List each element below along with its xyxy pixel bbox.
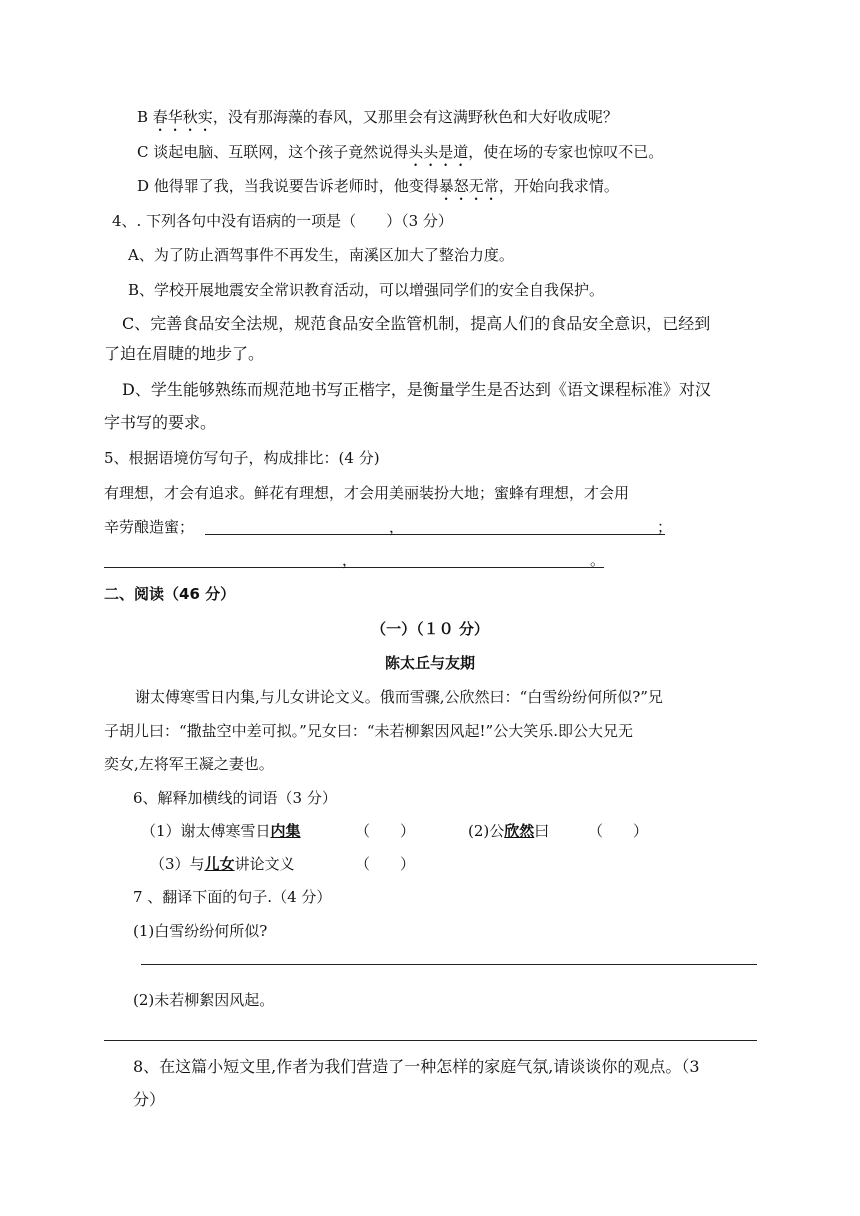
q6-item-1-pre: （1）谢太傅寒雪日 bbox=[141, 822, 271, 840]
q4-option-c-line1: C、完善食品安全法规，规范食品安全监管机制，提高人们的食品安全意识，已经到 bbox=[122, 314, 711, 333]
q6-item-1 bbox=[141, 820, 301, 842]
q3-option-c-post: ，使在场的专家也惊叹不已。 bbox=[468, 143, 664, 161]
q5-semicolon: ； bbox=[657, 518, 673, 536]
q6-item-3-word: 儿女 bbox=[204, 855, 235, 873]
part-1-heading: （一）（１０ 分） bbox=[371, 620, 489, 638]
q6-item-2 bbox=[468, 820, 549, 842]
q6-item-2-blank[interactable]: （ ） bbox=[588, 822, 649, 840]
section-2-heading: 二、阅读（46 分） bbox=[104, 585, 236, 603]
q3-option-d-dotted: 暴怒无常 bbox=[438, 177, 499, 195]
q4-option-b: B、学校开展地震安全常识教育活动，可以增强同学们的安全自我保护。 bbox=[128, 281, 605, 299]
q5-example: 有理想，才会有追求。鲜花有理想，才会用美丽装扮大地；蜜蜂有理想，才会用 bbox=[104, 484, 630, 502]
q7-answer-line-2[interactable] bbox=[104, 1040, 757, 1041]
q3-option-b bbox=[137, 106, 618, 135]
q3-option-b-dotted: 春华秋实 bbox=[152, 108, 213, 126]
q6-item-2-word: 欣然 bbox=[504, 822, 535, 840]
q7-sentence-2: (2)未若柳絮因风起。 bbox=[133, 991, 275, 1009]
q5-answer-prefix: 辛劳酿造蜜； bbox=[104, 518, 195, 536]
q4-stem: 4、. 下列各句中没有语病的一项是（ ）（3 分） bbox=[112, 212, 453, 230]
q5-comma-1: ， bbox=[389, 518, 405, 536]
q3-option-b-pre: B bbox=[137, 108, 153, 126]
passage-line-3: 奕女,左将军王凝之妻也。 bbox=[104, 755, 274, 773]
q5-period: 。 bbox=[590, 551, 606, 569]
q3-option-b-post: ，没有那海藻的春风，又那里会有这满野秋色和大好收成呢？ bbox=[212, 108, 618, 126]
q6-item-1-blank[interactable]: （ ） bbox=[355, 822, 416, 840]
q6-item-2-post: 曰 bbox=[534, 822, 550, 840]
q4-option-c-line2: 了迫在眉睫的地步了。 bbox=[104, 344, 265, 363]
q3-option-d-post: ，开始向我求情。 bbox=[498, 177, 619, 195]
q6-item-3-blank[interactable]: （ ） bbox=[355, 855, 416, 873]
q7-sentence-1: (1)白雪纷纷何所似? bbox=[133, 922, 268, 940]
q4-option-d-line2: 字书写的要求。 bbox=[104, 413, 217, 432]
q6-item-1-word: 内集 bbox=[270, 822, 301, 840]
q6-stem: 6、解释加横线的词语（3 分） bbox=[133, 789, 337, 807]
q6-item-3-post: 讲论文义 bbox=[234, 855, 295, 873]
q3-option-c bbox=[137, 141, 663, 170]
q4-option-d-line1: D、学生能够熟练而规范地书写正楷字，是衡量学生是否达到《语文课程标准》对汉 bbox=[122, 380, 711, 399]
q5-stem: 5、根据语境仿写句子，构成排比：(4 分) bbox=[104, 449, 380, 467]
q3-option-c-dotted: 头头是道 bbox=[408, 143, 469, 161]
q7-answer-line-1[interactable] bbox=[141, 964, 757, 965]
q4-option-a: A、为了防止酒驾事件不再发生，南溪区加大了整治力度。 bbox=[128, 246, 514, 264]
q6-item-3-pre: （3）与 bbox=[150, 855, 205, 873]
q8-line-2: 分） bbox=[133, 1090, 166, 1109]
passage-title: 陈太丘与友期 bbox=[384, 654, 475, 672]
q5-answer-line-1[interactable] bbox=[205, 534, 665, 535]
q3-option-c-pre: C 谈起电脑、互联网，这个孩子竟然说得 bbox=[137, 143, 409, 161]
q7-stem: 7 、翻译下面的句子.（4 分） bbox=[133, 888, 332, 906]
q3-option-d bbox=[137, 175, 619, 204]
passage-line-1: 谢太傅寒雪日内集,与儿女讲论文义。俄而雪骤,公欣然曰：“白雪纷纷何所似?”兄 bbox=[135, 688, 663, 706]
q3-option-d-pre: D 他得罪了我，当我说要告诉老师时，他变得 bbox=[137, 177, 439, 195]
q5-comma-2: ， bbox=[342, 551, 358, 569]
q6-item-3 bbox=[150, 853, 295, 875]
passage-line-2: 子胡儿曰：“撒盐空中差可拟。”兄女曰：“未若柳絮因风起!”公大笑乐.即公大兄无 bbox=[104, 722, 633, 740]
q8-line-1: 8、在这篇小短文里,作者为我们营造了一种怎样的家庭气氛,请谈谈你的观点。（3 bbox=[133, 1057, 700, 1076]
q6-item-2-pre: (2)公 bbox=[468, 822, 505, 840]
